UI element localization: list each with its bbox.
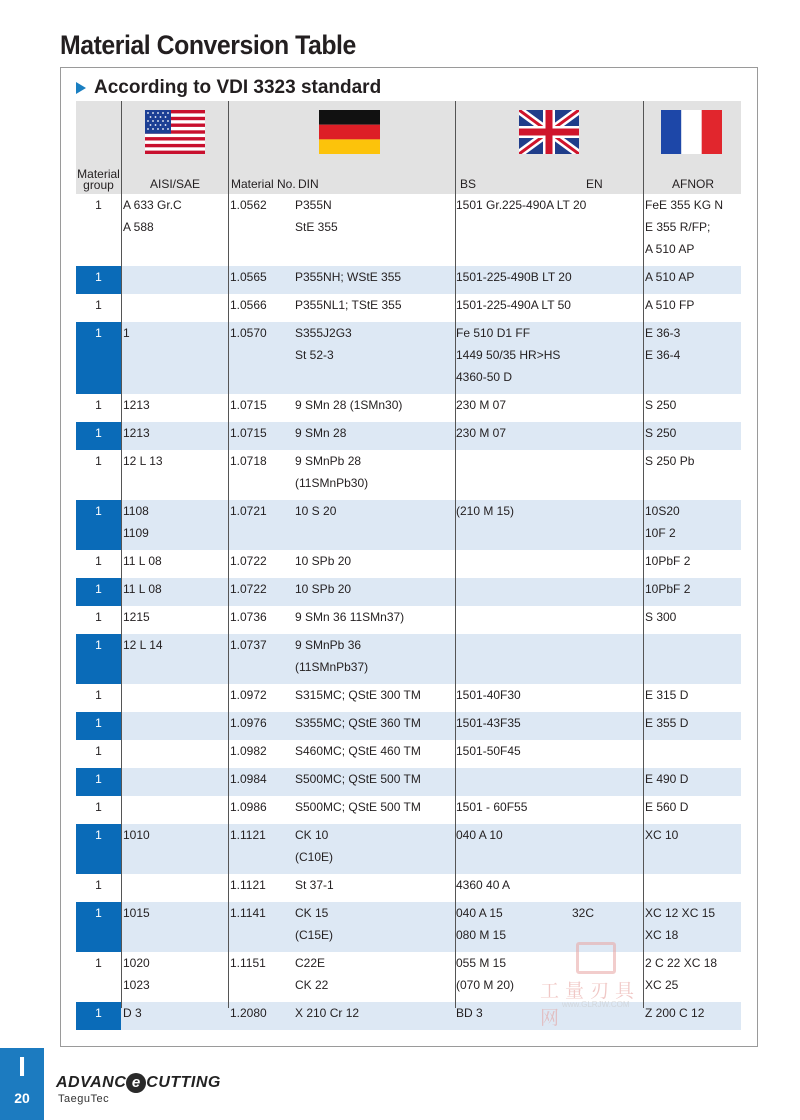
material-group-cell: 1 xyxy=(76,634,121,684)
material-group-cell: 1 xyxy=(76,824,121,874)
afnor-value: 10S20 xyxy=(645,504,680,518)
bs-value: 230 M 07 xyxy=(456,426,507,440)
table-row xyxy=(76,740,741,768)
brand-left-text: ADVANC xyxy=(56,1074,127,1092)
aisi-cell xyxy=(123,1002,142,1024)
bs-cell xyxy=(456,824,503,846)
afnor-value: Z 200 C 12 xyxy=(645,1006,705,1020)
din-value: S315MC; QStE 300 TM xyxy=(295,688,421,702)
afnor-value: 10PbF 2 xyxy=(645,554,691,568)
bs-value: 080 M 15 xyxy=(456,928,507,942)
matno-cell: 1.1121 xyxy=(230,828,266,842)
afnor-value: XC 25 xyxy=(645,978,679,992)
bs-cell xyxy=(456,322,560,388)
afnor-value: XC 18 xyxy=(645,928,679,942)
material-group-cell: 1 xyxy=(76,578,121,606)
material-group-cell: 1 xyxy=(76,266,121,294)
bs-value: 4360 40 A xyxy=(456,878,511,892)
bs-value: 1501-225-490B LT 20 xyxy=(456,270,572,284)
table-row xyxy=(76,500,741,550)
din-cell xyxy=(295,450,368,494)
afnor-cell xyxy=(645,796,688,818)
matno-cell: 1.0986 xyxy=(230,800,267,814)
din-value: 9 SMn 28 (1SMn30) xyxy=(295,398,403,412)
bs-value: BD 3 xyxy=(456,1006,483,1020)
din-cell xyxy=(295,952,328,996)
bs-value: 1501-43F35 xyxy=(456,716,521,730)
material-group-cell: 1 xyxy=(95,688,102,702)
afnor-cell xyxy=(645,500,680,544)
bs-cell xyxy=(456,422,506,444)
din-cell xyxy=(295,266,401,288)
header-en: EN xyxy=(586,177,603,191)
din-cell xyxy=(295,712,421,734)
aisi-value: 11 L 08 xyxy=(123,582,162,596)
afnor-cell xyxy=(645,712,688,734)
germany-flag-icon xyxy=(319,110,380,154)
brand-right-text: CUTTING xyxy=(146,1074,221,1092)
bs-cell xyxy=(456,902,506,946)
header-afnor: AFNOR xyxy=(672,177,714,191)
material-group-cell: 1 xyxy=(95,454,102,468)
din-value: St 37-1 xyxy=(295,878,334,892)
material-group-cell: 1 xyxy=(95,198,102,212)
material-group-cell: 1 xyxy=(95,800,102,814)
material-group-cell: 1 xyxy=(76,712,121,740)
bs-value: (210 M 15) xyxy=(456,504,515,518)
table-row xyxy=(76,266,741,294)
matno-cell: 1.0715 xyxy=(230,398,267,412)
table-row xyxy=(76,450,741,500)
bs-value: 040 A 15 xyxy=(456,906,503,920)
din-cell xyxy=(295,902,333,946)
en-cell xyxy=(572,902,594,924)
din-cell xyxy=(295,740,421,762)
afnor-value: 2 C 22 XC 18 xyxy=(645,956,718,970)
header-material-no: Material No. xyxy=(231,177,296,191)
din-cell xyxy=(295,422,346,444)
uk-flag-icon xyxy=(519,110,579,154)
brand-e-icon: e xyxy=(126,1073,146,1093)
material-group-cell: 1 xyxy=(76,322,121,394)
aisi-cell xyxy=(123,952,150,996)
din-value: P355NH; WStE 355 xyxy=(295,270,402,284)
afnor-value: E 315 D xyxy=(645,688,689,702)
bs-cell xyxy=(456,500,514,522)
watermark-logo-icon xyxy=(576,942,616,974)
afnor-cell xyxy=(645,768,688,790)
aisi-cell xyxy=(123,450,163,472)
din-value: S500MC; QStE 500 TM xyxy=(295,800,421,814)
din-value: CK 10 xyxy=(295,828,329,842)
material-group-cell: 1 xyxy=(95,610,102,624)
table-row xyxy=(76,712,741,740)
din-value: CK 15 xyxy=(295,906,329,920)
afnor-cell xyxy=(645,450,694,472)
material-group-cell: 1 xyxy=(76,768,121,796)
matno-cell: 1.0982 xyxy=(230,744,267,758)
matno-cell: 1.0722 xyxy=(230,554,267,568)
matno-cell: 1.0972 xyxy=(230,688,267,702)
aisi-cell xyxy=(123,634,163,656)
matno-cell: 1.1151 xyxy=(230,956,266,970)
afnor-value: S 250 xyxy=(645,426,677,440)
bs-value: 1501-40F30 xyxy=(456,688,521,702)
aisi-cell xyxy=(123,578,162,600)
section-heading-text: According to VDI 3323 standard xyxy=(94,77,382,98)
table-row xyxy=(76,796,741,824)
aisi-value: 12 L 13 xyxy=(123,454,163,468)
afnor-value: A 510 AP xyxy=(645,242,695,256)
afnor-value: S 250 Pb xyxy=(645,454,695,468)
matno-cell: 1.0718 xyxy=(230,454,267,468)
bs-cell xyxy=(456,874,510,896)
din-value: P355N xyxy=(295,198,332,212)
matno-cell: 1.0562 xyxy=(230,198,267,212)
aisi-value: 1213 xyxy=(123,398,150,412)
table-row xyxy=(76,634,741,684)
din-value: (11SMnPb37) xyxy=(295,660,369,674)
material-group-cell: 1 xyxy=(95,956,102,970)
brand-logo xyxy=(56,1073,221,1093)
bs-cell xyxy=(456,740,521,762)
afnor-cell xyxy=(645,824,678,846)
triangle-bullet-icon xyxy=(76,82,86,94)
bs-cell xyxy=(456,194,586,216)
din-cell xyxy=(295,322,352,366)
din-value: StE 355 xyxy=(295,220,338,234)
din-value: X 210 Cr 12 xyxy=(295,1006,360,1020)
matno-cell: 1.0566 xyxy=(230,298,267,312)
matno-cell: 1.0737 xyxy=(230,638,267,652)
header-material-label: Material xyxy=(77,167,120,181)
afnor-value: E 560 D xyxy=(645,800,689,814)
aisi-value: A 588 xyxy=(123,220,154,234)
din-cell xyxy=(295,500,336,522)
din-value: C22E xyxy=(295,956,326,970)
afnor-value: E 355 R/FP; xyxy=(645,220,711,234)
bs-cell xyxy=(456,394,506,416)
matno-cell: 1.0721 xyxy=(230,504,267,518)
matno-cell: 1.0722 xyxy=(230,582,267,596)
material-group-cell: 1 xyxy=(95,744,102,758)
din-value: S500MC; QStE 500 TM xyxy=(295,772,421,786)
afnor-value: E 36-4 xyxy=(645,348,681,362)
afnor-value: 10F 2 xyxy=(645,526,676,540)
afnor-value: XC 12 XC 15 xyxy=(645,906,716,920)
din-cell xyxy=(295,550,351,572)
material-group-cell: 1 xyxy=(95,298,102,312)
bs-value: 1501-50F45 xyxy=(456,744,521,758)
din-value: (11SMnPb30) xyxy=(295,476,369,490)
aisi-cell xyxy=(123,550,162,572)
table-row xyxy=(76,874,741,902)
aisi-value: 11 L 08 xyxy=(123,554,162,568)
table-row xyxy=(76,550,741,578)
afnor-value: S 300 xyxy=(645,610,677,624)
din-cell xyxy=(295,194,338,238)
afnor-cell xyxy=(645,322,680,366)
france-flag-icon xyxy=(661,110,722,154)
afnor-cell xyxy=(645,422,676,444)
din-value: S355MC; QStE 360 TM xyxy=(295,716,421,730)
bs-cell xyxy=(456,266,572,288)
bs-value: 1501 - 60F55 xyxy=(456,800,528,814)
din-cell xyxy=(295,394,402,416)
usa-flag-icon xyxy=(145,110,205,154)
table-row xyxy=(76,768,741,796)
chapter-tab xyxy=(0,1048,44,1120)
afnor-value: E 36-3 xyxy=(645,326,681,340)
table-row xyxy=(76,578,741,606)
section-heading xyxy=(76,77,381,99)
table-row xyxy=(76,322,741,394)
aisi-value: A 633 Gr.C xyxy=(123,198,182,212)
header-group-label: group xyxy=(83,178,114,192)
matno-cell: 1.1121 xyxy=(230,878,266,892)
din-cell xyxy=(295,606,404,628)
din-value: 9 SMnPb 28 xyxy=(295,454,362,468)
matno-cell: 1.0976 xyxy=(230,716,267,730)
header-aisi: AISI/SAE xyxy=(150,177,201,191)
din-value: 10 S 20 xyxy=(295,504,337,518)
bs-value: 4360-50 D xyxy=(456,370,513,384)
matno-cell: 1.1141 xyxy=(230,906,266,920)
din-cell xyxy=(295,684,421,706)
din-value: P355NL1; TStE 355 xyxy=(295,298,402,312)
table-row xyxy=(76,824,741,874)
afnor-value: XC 10 xyxy=(645,828,679,842)
column-divider xyxy=(643,101,644,1008)
column-divider xyxy=(455,101,456,1008)
matno-cell: 1.0984 xyxy=(230,772,267,786)
afnor-cell xyxy=(645,394,676,416)
watermark xyxy=(540,940,660,1029)
table-row xyxy=(76,294,741,322)
watermark-url: www.GLRJW.COM xyxy=(562,1000,630,1009)
aisi-value: 1020 xyxy=(123,956,150,970)
watermark-text: 工量刃具网 xyxy=(540,981,641,1029)
table-row xyxy=(76,606,741,634)
bs-value: 1501 Gr.225-490A LT 20 xyxy=(456,198,587,212)
material-group-cell: 1 xyxy=(76,1002,121,1030)
aisi-cell xyxy=(123,322,130,344)
aisi-value: 1 xyxy=(123,326,130,340)
din-value: 9 SMn 28 xyxy=(295,426,347,440)
bs-value: 055 M 15 xyxy=(456,956,507,970)
din-value: 9 SMn 36 11SMn37) xyxy=(295,610,405,624)
din-cell xyxy=(295,578,351,600)
material-group-cell: 1 xyxy=(76,902,121,952)
bs-value: 040 A 10 xyxy=(456,828,503,842)
matno-cell: 1.0736 xyxy=(230,610,267,624)
aisi-value: 1023 xyxy=(123,978,150,992)
afnor-value: 10PbF 2 xyxy=(645,582,691,596)
column-divider xyxy=(121,101,122,1008)
afnor-cell xyxy=(645,550,690,572)
matno-cell: 1.0565 xyxy=(230,270,267,284)
bs-cell xyxy=(456,684,521,706)
din-value: S460MC; QStE 460 TM xyxy=(295,744,421,758)
afnor-value: S 250 xyxy=(645,398,677,412)
din-cell xyxy=(295,634,368,678)
chapter-numeral: I xyxy=(18,1051,26,1082)
aisi-cell xyxy=(123,500,149,544)
matno-cell: 1.0570 xyxy=(230,326,267,340)
aisi-value: 1213 xyxy=(123,426,150,440)
afnor-cell xyxy=(645,194,723,260)
din-value: 10 SPb 20 xyxy=(295,582,352,596)
material-group-cell: 1 xyxy=(95,554,102,568)
din-cell xyxy=(295,874,334,896)
aisi-cell xyxy=(123,422,150,444)
table-row xyxy=(76,194,741,266)
header-material-group xyxy=(76,169,121,191)
bs-cell xyxy=(456,796,527,818)
aisi-value: 12 L 14 xyxy=(123,638,163,652)
header-bs: BS xyxy=(460,177,477,191)
page-title: Material Conversion Table xyxy=(60,30,356,60)
material-group-cell: 1 xyxy=(76,500,121,550)
aisi-value: 1015 xyxy=(123,906,150,920)
matno-cell: 1.2080 xyxy=(230,1006,267,1020)
afnor-value: FeE 355 KG N xyxy=(645,198,724,212)
aisi-value: 1010 xyxy=(123,828,150,842)
bs-value: Fe 510 D1 FF xyxy=(456,326,531,340)
afnor-cell xyxy=(645,266,694,288)
table-row xyxy=(76,394,741,422)
bs-cell xyxy=(456,294,571,316)
din-cell xyxy=(295,768,421,790)
afnor-value: E 355 D xyxy=(645,716,689,730)
bs-value: (070 M 20) xyxy=(456,978,515,992)
din-cell xyxy=(295,294,402,316)
aisi-value: D 3 xyxy=(123,1006,142,1020)
material-group-cell: 1 xyxy=(95,878,102,892)
din-cell xyxy=(295,1002,359,1024)
din-value: 10 SPb 20 xyxy=(295,554,352,568)
din-value: 9 SMnPb 36 xyxy=(295,638,362,652)
bs-value: 1449 50/35 HR>HS xyxy=(456,348,561,362)
aisi-cell xyxy=(123,824,150,846)
aisi-cell xyxy=(123,606,150,628)
header-din: DIN xyxy=(298,177,319,191)
afnor-value: E 490 D xyxy=(645,772,689,786)
table-row xyxy=(76,422,741,450)
column-divider xyxy=(228,101,229,1008)
bs-cell xyxy=(456,1002,483,1024)
page-number: 20 xyxy=(14,1090,30,1106)
aisi-value: 1109 xyxy=(123,526,149,540)
afnor-value: A 510 FP xyxy=(645,298,695,312)
din-value: (C10E) xyxy=(295,850,334,864)
bs-value: 1501-225-490A LT 50 xyxy=(456,298,571,312)
en-value: 32C xyxy=(572,906,595,920)
aisi-cell xyxy=(123,194,182,238)
bs-cell xyxy=(456,712,521,734)
brand-subtitle: TaeguTec xyxy=(58,1093,110,1105)
table-row xyxy=(76,684,741,712)
aisi-value: 1215 xyxy=(123,610,150,624)
matno-cell: 1.0715 xyxy=(230,426,267,440)
material-group-cell: 1 xyxy=(76,422,121,450)
aisi-cell xyxy=(123,394,150,416)
afnor-cell xyxy=(645,606,676,628)
material-group-cell: 1 xyxy=(95,398,102,412)
afnor-cell xyxy=(645,294,694,316)
din-value: (C15E) xyxy=(295,928,334,942)
din-cell xyxy=(295,796,421,818)
afnor-cell xyxy=(645,578,690,600)
bs-cell xyxy=(456,952,514,996)
afnor-cell xyxy=(645,684,688,706)
bs-value: 230 M 07 xyxy=(456,398,507,412)
aisi-value: 1108 xyxy=(123,504,149,518)
din-value: St 52-3 xyxy=(295,348,334,362)
din-value: CK 22 xyxy=(295,978,329,992)
aisi-cell xyxy=(123,902,150,924)
din-value: S355J2G3 xyxy=(295,326,352,340)
din-cell xyxy=(295,824,333,868)
afnor-value: A 510 AP xyxy=(645,270,695,284)
